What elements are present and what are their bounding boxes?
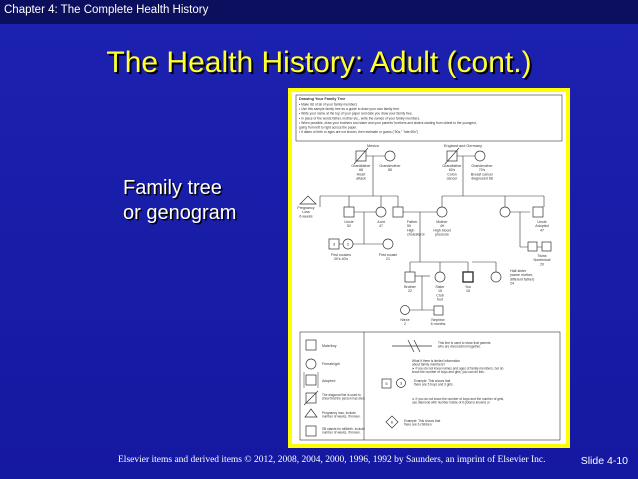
sister-symbol [435,272,445,282]
number-label: 5 [385,381,388,386]
legend-example-2: Example: This shows that there are 6 children. [404,419,441,427]
first-cousins-label: First cousins 30's-40's [330,253,352,262]
instruction-line: • Make list of all of your family members [299,102,358,107]
instruction-line: • In place of the words father, mother etc., write the names of your family members. [299,116,421,121]
legend-divorced: This line is used to show that parents who are divorced/not together. [438,341,491,349]
legend-example-1: Example: This shows that there are 5 boys and 3 girls. [414,379,454,387]
figure-heading: Drawing Your Family Tree [299,97,346,101]
legend-adopted: Adopted [322,379,336,383]
mother-label: Mother 49 High blood pressure [433,220,451,237]
number-label: 3 [332,241,336,247]
mother-symbol [437,207,447,217]
niece-label: Niece 2 [400,318,410,327]
grandfather-left-label: Grandfather 68 Heart attack [351,164,371,181]
bullet-text [123,176,236,226]
pregnancy-loss-label: Pregnancy Loss 6 weeks [297,206,315,219]
you-label: You 15 [464,285,472,294]
legend-stillbirth: SB stands for stillbirth. Include number of weeks, if known. [322,427,365,435]
number-label: 6 [390,419,394,425]
grandfather-right-label: Grandfather 60's Colon cancer [442,164,462,181]
grandmother-right-label: Grandmother 70's Breast cancer diagnosed 68 [470,164,494,181]
half-sister-symbol [491,272,501,282]
number-label: 2 [346,241,350,247]
grandmother-right-symbol [475,151,485,161]
legend-unknown-gender: ➤ If you do not know the number of boys and the number of girls, use diamond with number inside of it (total is known) or [412,397,504,405]
half-sister-label: Half-sister (same mother, different father) 24 [510,269,535,286]
region-left: Mexico [366,144,380,148]
nephew-symbol [434,306,443,315]
legend-male: Male/boy [322,344,337,348]
legend-deceased: The diagonal line is used to show that the person has died. [322,393,366,401]
first-cousin-label: First cousin 21 [378,253,398,262]
twins-label: Twins Nontenical 20 [533,254,551,267]
region-right: England and Germany [444,144,482,148]
slide-number: Slide 4-10 [580,455,628,467]
grandmother-left-label: Grandmother 85 [379,164,401,173]
bullet-line-1: Family tree [123,177,222,199]
family-tree-figure [288,88,570,448]
grandmother-left-symbol [385,151,395,161]
chapter-bar [0,0,638,24]
instruction-line: • Use this sample family tree as a guide to draw your own family tree. [299,107,400,112]
legend-pregnancy-loss: Pregnancy loss. Include number of weeks, if known. [322,411,361,419]
uncle-symbol [344,207,354,217]
bullet-line-2: or genogram [123,202,237,224]
brother-label: Brother 22 [404,285,416,294]
family-tree-diagram [292,92,566,444]
uncle-adopted-label: Uncle Adopted 47 [535,220,549,233]
instruction-line: • When possible, draw your brothers and sister and your parents' brothers and sisters starting from oldest to the youngest, [299,120,477,125]
instruction-line: • Write your name at the top of your paper and date you draw your family tree. [299,111,413,116]
instruction-line: going from left to right across the paper. [299,125,358,130]
pregnancy-loss-symbol [300,196,316,204]
brother-symbol [405,272,415,282]
legend-female: Female/girl [322,362,340,366]
slide-title: The Health History: Adult (cont.) [106,46,532,79]
nephew-label: Nephew 6 months [430,318,446,327]
father-label: Father 50 High cholesterol [407,220,425,237]
aunt-symbol [376,207,386,217]
instruction-line: • If dates of birth or ages are not known, then estimate or guess ("50s," "late 60s") [299,130,419,135]
family-tree-page [292,92,566,444]
father-symbol [393,207,403,217]
you-symbol [463,272,473,282]
chapter-label: Chapter 4: The Complete Health History [4,4,209,16]
aunt-right-symbol [500,207,510,217]
uncle-adopted-symbol [533,207,543,217]
aunt-label: Aunt 47 [377,220,385,229]
number-label: 3 [399,380,403,386]
copyright-footer: Elsevier items and derived items © 2012, 2008, 2004, 2000, 1996, 1992 by Saunders, an imprint of Elsevier Inc. [118,455,546,465]
sister-label: Sister 15 Club foot [435,285,445,302]
first-cousin-symbol [383,239,393,249]
niece-symbol [401,306,410,315]
uncle-label: Uncle 52 [344,220,354,229]
legend-limited-info: What if there is limited information about family members? ➤ If you do not know names and ages of family members, but do know the number of boys and girls, you can do this: [412,359,504,375]
